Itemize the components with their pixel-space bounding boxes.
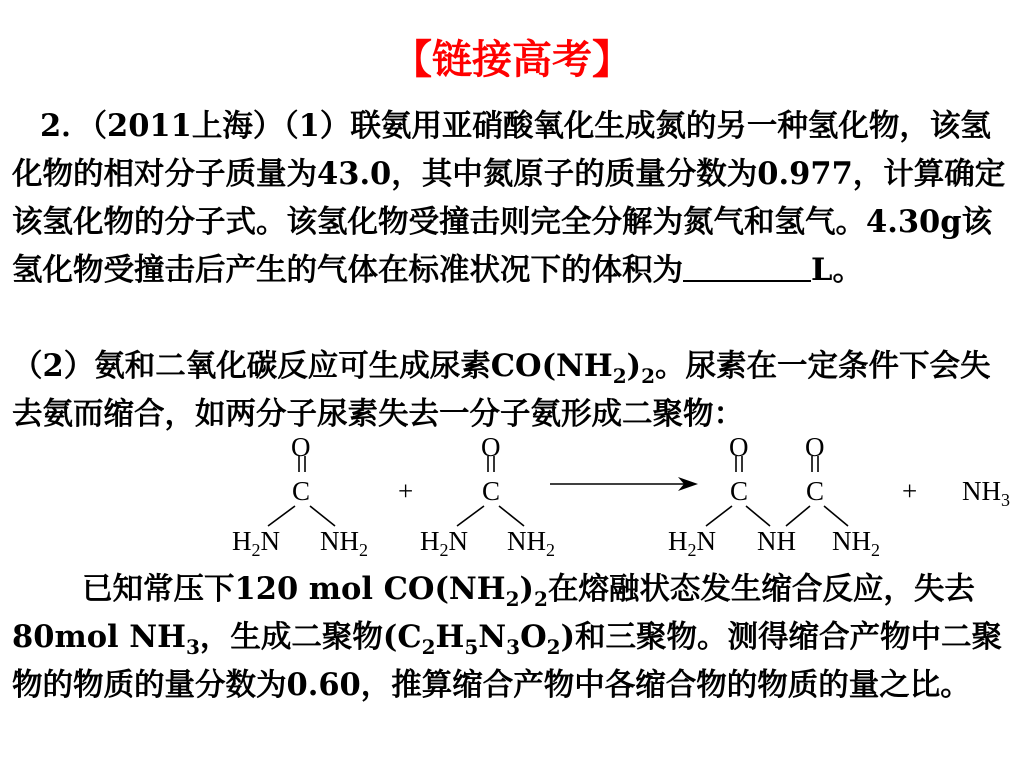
amine-group: $H_2N$ [232,526,280,560]
carbon-atom: C [806,476,825,506]
oxygen-atom: O [481,432,501,462]
amine-group: $NH_2$ [320,526,368,560]
reaction-scheme [0,432,1024,562]
ammonia-product: $NH_3$ [962,476,1010,510]
plus-sign: + [902,476,918,506]
q2-text-b: ) [626,348,642,384]
q2-text-a: （2）氨和二氧化碳反应可生成尿素CO(NH [12,348,613,384]
answer-blank [683,254,811,282]
plus-sign: + [398,476,414,506]
amine-group: $NH_2$ [832,526,880,560]
oxygen-atom: O [729,432,749,462]
question-part-1 [12,102,1016,294]
q2-sub-1: 2 [612,364,627,388]
carbon-atom: C [730,476,749,506]
q2-sub-2: 2 [641,364,655,388]
amine-group: $H_2N$ [420,526,468,560]
page-title: 【链接高考】 [392,36,632,83]
carbon-atom: C [292,476,311,506]
carbon-atom: C [482,476,501,506]
question-part-1-text: 2．（2011上海）（1）联氨用亚硝酸氧化生成氮的另一种氢化物，该氢化物的相对分子质量为43.0，其中氮原子的质量分数为0.977，计算确定该氢化物的分子式。该氢化物受撞击则完全分解为氮气和氢气。4.30g该氢化物受撞击后产生的气体在标准状况下的体积为 [12,108,1006,288]
oxygen-atom: O [805,432,825,462]
q2-text-c: 。尿素在一定条件下会失去氨而缩合，如两分子尿素失去一分子氨形成二聚物： [12,348,991,432]
amine-group: $H_2N$ [668,526,716,560]
question-part-1-unit: L。 [811,252,863,288]
amine-group: $NH_2$ [507,526,555,560]
question-part-2 [12,342,1016,438]
imine-group: NH [757,526,796,556]
oxygen-atom: O [291,432,311,462]
question-part-2-continued: 已知常压下120 mol $CO(NH_2)_2$在熔融状态发生缩合反应，失去80mol $NH_3$，生成二聚物$(C_2H_5N_3O_2)$和三聚物。测得缩合产物中二聚物的物质的量分数为0.60，推算缩合产物中各缩合物的物质的量之比。 [12,571,1003,703]
